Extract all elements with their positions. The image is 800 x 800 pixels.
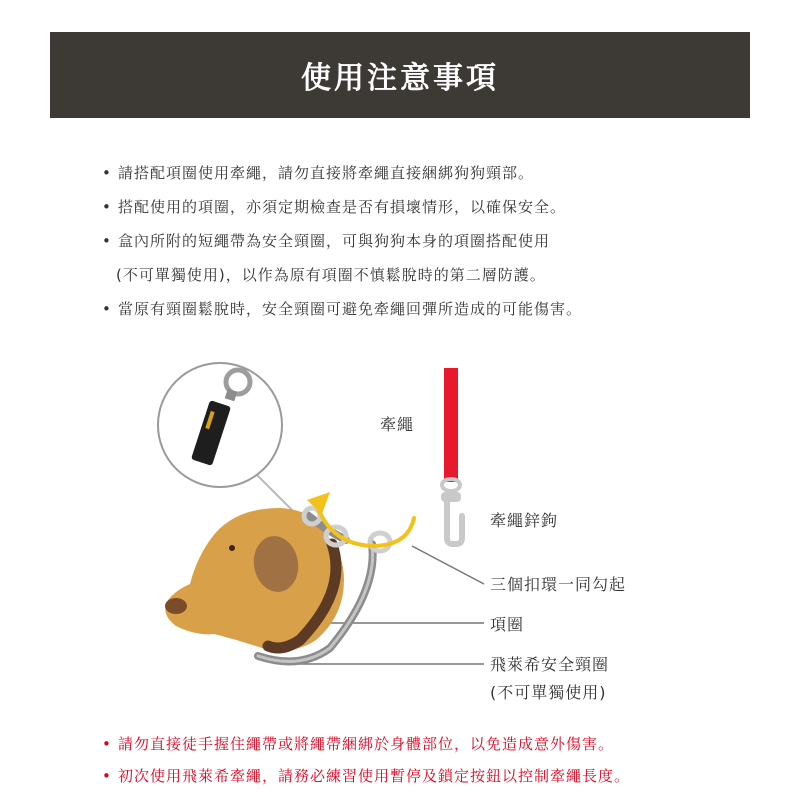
zoom-detail-circle-icon [158, 363, 282, 487]
dog-head-illustration [165, 508, 344, 651]
usage-note-3 [100, 224, 740, 292]
usage-notes-list [100, 156, 740, 326]
header-bar [50, 32, 750, 118]
warnings-list [100, 728, 760, 792]
usage-note-4: • 當原有頸圈鬆脫時，安全頸圈可避免牽繩回彈所造成的可能傷害。 [100, 292, 740, 326]
usage-note-3-line-2: (不可單獨使用)，以作為原有項圈不慎鬆脫時的第二層防護。 [116, 266, 546, 284]
usage-note-1: • 請搭配項圈使用牽繩，請勿直接將牽繩直接綑綁狗狗頸部。 [100, 156, 740, 190]
warning-1: • 請勿直接徒手握住繩帶或將繩帶綑綁於身體部位，以免造成意外傷害。 [100, 728, 760, 760]
safety-collar-label: 飛萊希安全頸圈 [490, 655, 610, 674]
usage-note-3-line-1: 盒內所附的短繩帶為安全頸圈，可與狗狗本身的項圈搭配使用 [118, 232, 551, 250]
rings-leader-line [412, 546, 484, 584]
warning-2: • 初次使用飛萊希牽繩，請務必練習使用暫停及鎖定按鈕以控制牽繩長度。 [100, 760, 760, 792]
hook-label: 牽繩鋅鉤 [490, 511, 559, 530]
collar-diagram [0, 340, 800, 720]
collar-label: 項圈 [490, 615, 525, 634]
leash-label: 牽繩 [380, 415, 415, 434]
snap-hook-icon [441, 479, 462, 544]
rings-label: 三個扣環一同勾起 [490, 575, 627, 594]
collar-diagram-graphic [0, 340, 800, 720]
page-title: 使用注意事項 [301, 61, 499, 96]
usage-note-2: • 搭配使用的項圈，亦須定期檢查是否有損壞情形，以確保安全。 [100, 190, 740, 224]
safety-collar-note: (不可單獨使用) [490, 683, 607, 702]
red-leash-strap-icon [444, 368, 458, 482]
